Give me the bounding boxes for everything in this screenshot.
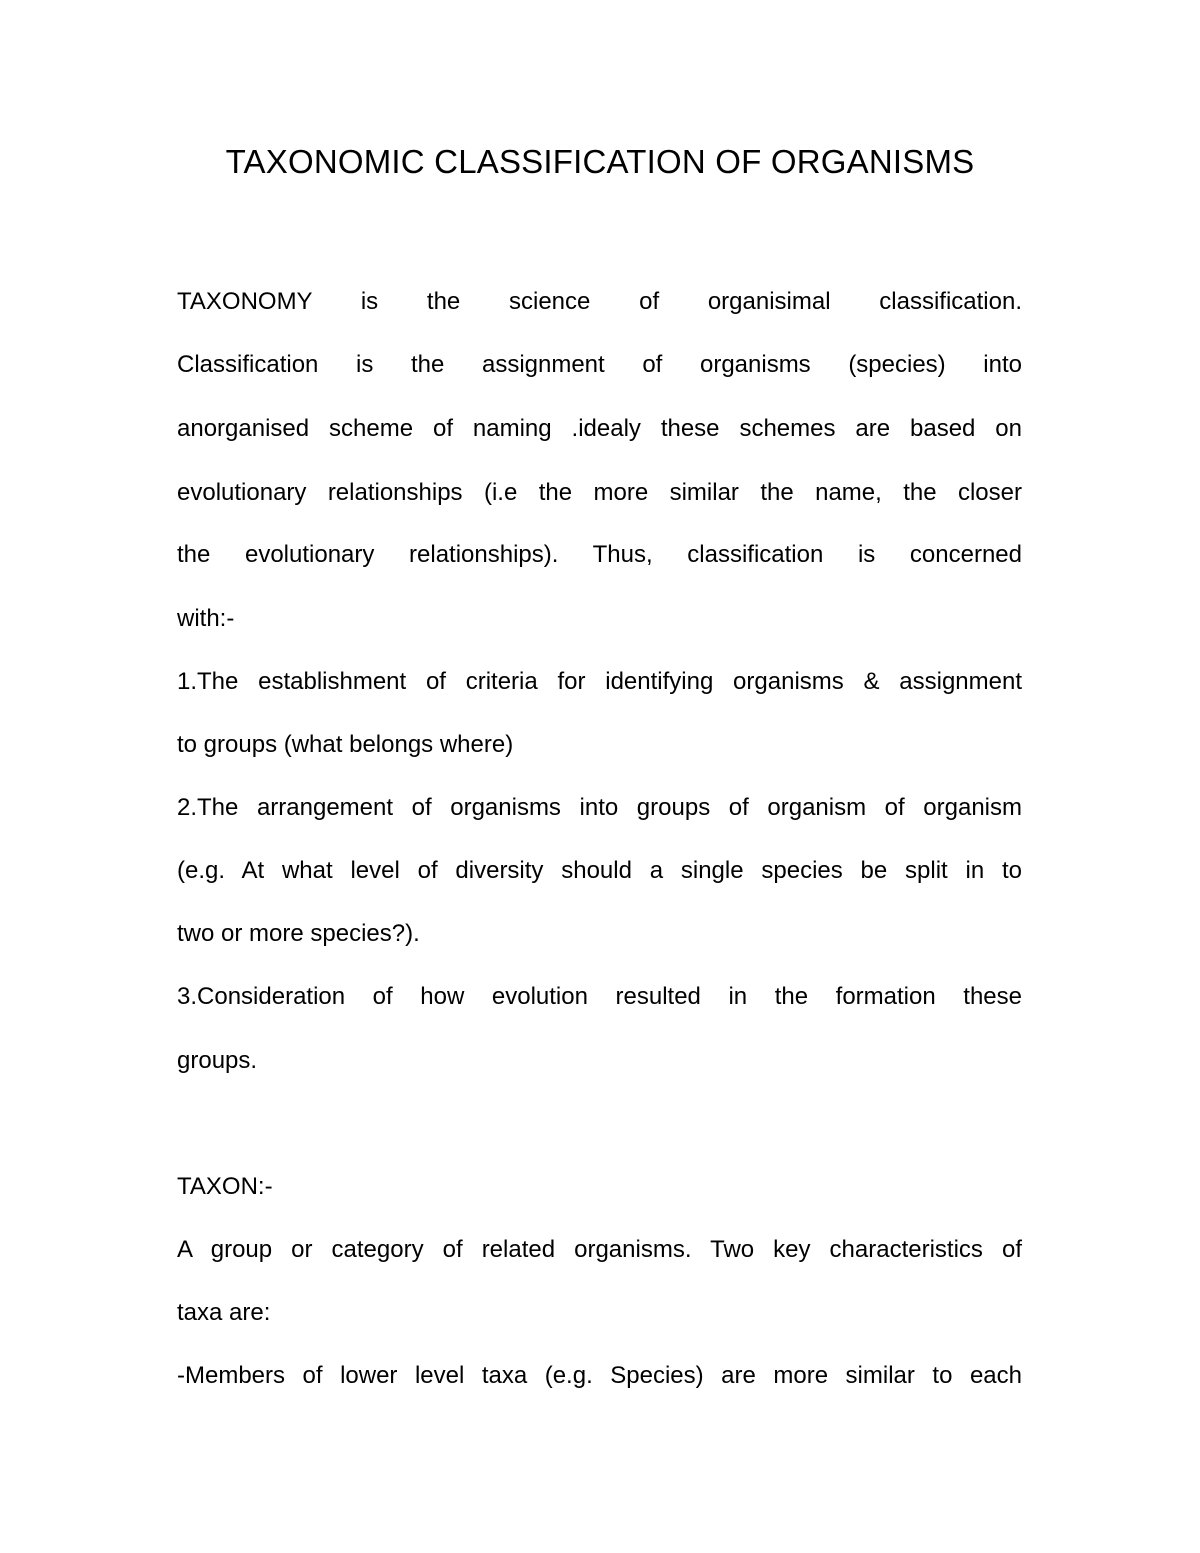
taxon-line-1: A group or category of related organisms. Two key characteristics of [177, 1236, 1022, 1263]
list-line-4: (e.g. At what level of diversity should a single species be split in to [177, 857, 1022, 884]
intro-line-6: with:- [177, 605, 235, 632]
list-line-5: two or more species?). [177, 920, 420, 947]
intro-line-5: the evolutionary relationships). Thus, classification is concerned [177, 541, 1022, 568]
intro-line-3: anorganised scheme of naming .idealy these schemes are based on [177, 415, 1022, 442]
intro-line-1: TAXONOMY is the science of organisimal classification. [177, 288, 1022, 315]
document-title: TAXONOMIC CLASSIFICATION OF ORGANISMS [225, 143, 975, 180]
list-line-1: 1.The establishment of criteria for identifying organisms & assignment [177, 668, 1022, 695]
taxon-heading: TAXON:- [177, 1173, 273, 1200]
taxon-line-3: -Members of lower level taxa (e.g. Species) are more similar to each [177, 1362, 1022, 1389]
list-line-2: to groups (what belongs where) [177, 731, 514, 758]
list-line-6: 3.Consideration of how evolution resulted in the formation these [177, 983, 1022, 1010]
list-line-3: 2.The arrangement of organisms into groups of organism of organism [177, 794, 1022, 821]
intro-line-4: evolutionary relationships (i.e the more similar the name, the closer [177, 479, 1022, 506]
taxon-line-2: taxa are: [177, 1299, 271, 1326]
list-line-7: groups. [177, 1047, 258, 1074]
intro-line-2: Classification is the assignment of organisms (species) into [177, 351, 1022, 378]
